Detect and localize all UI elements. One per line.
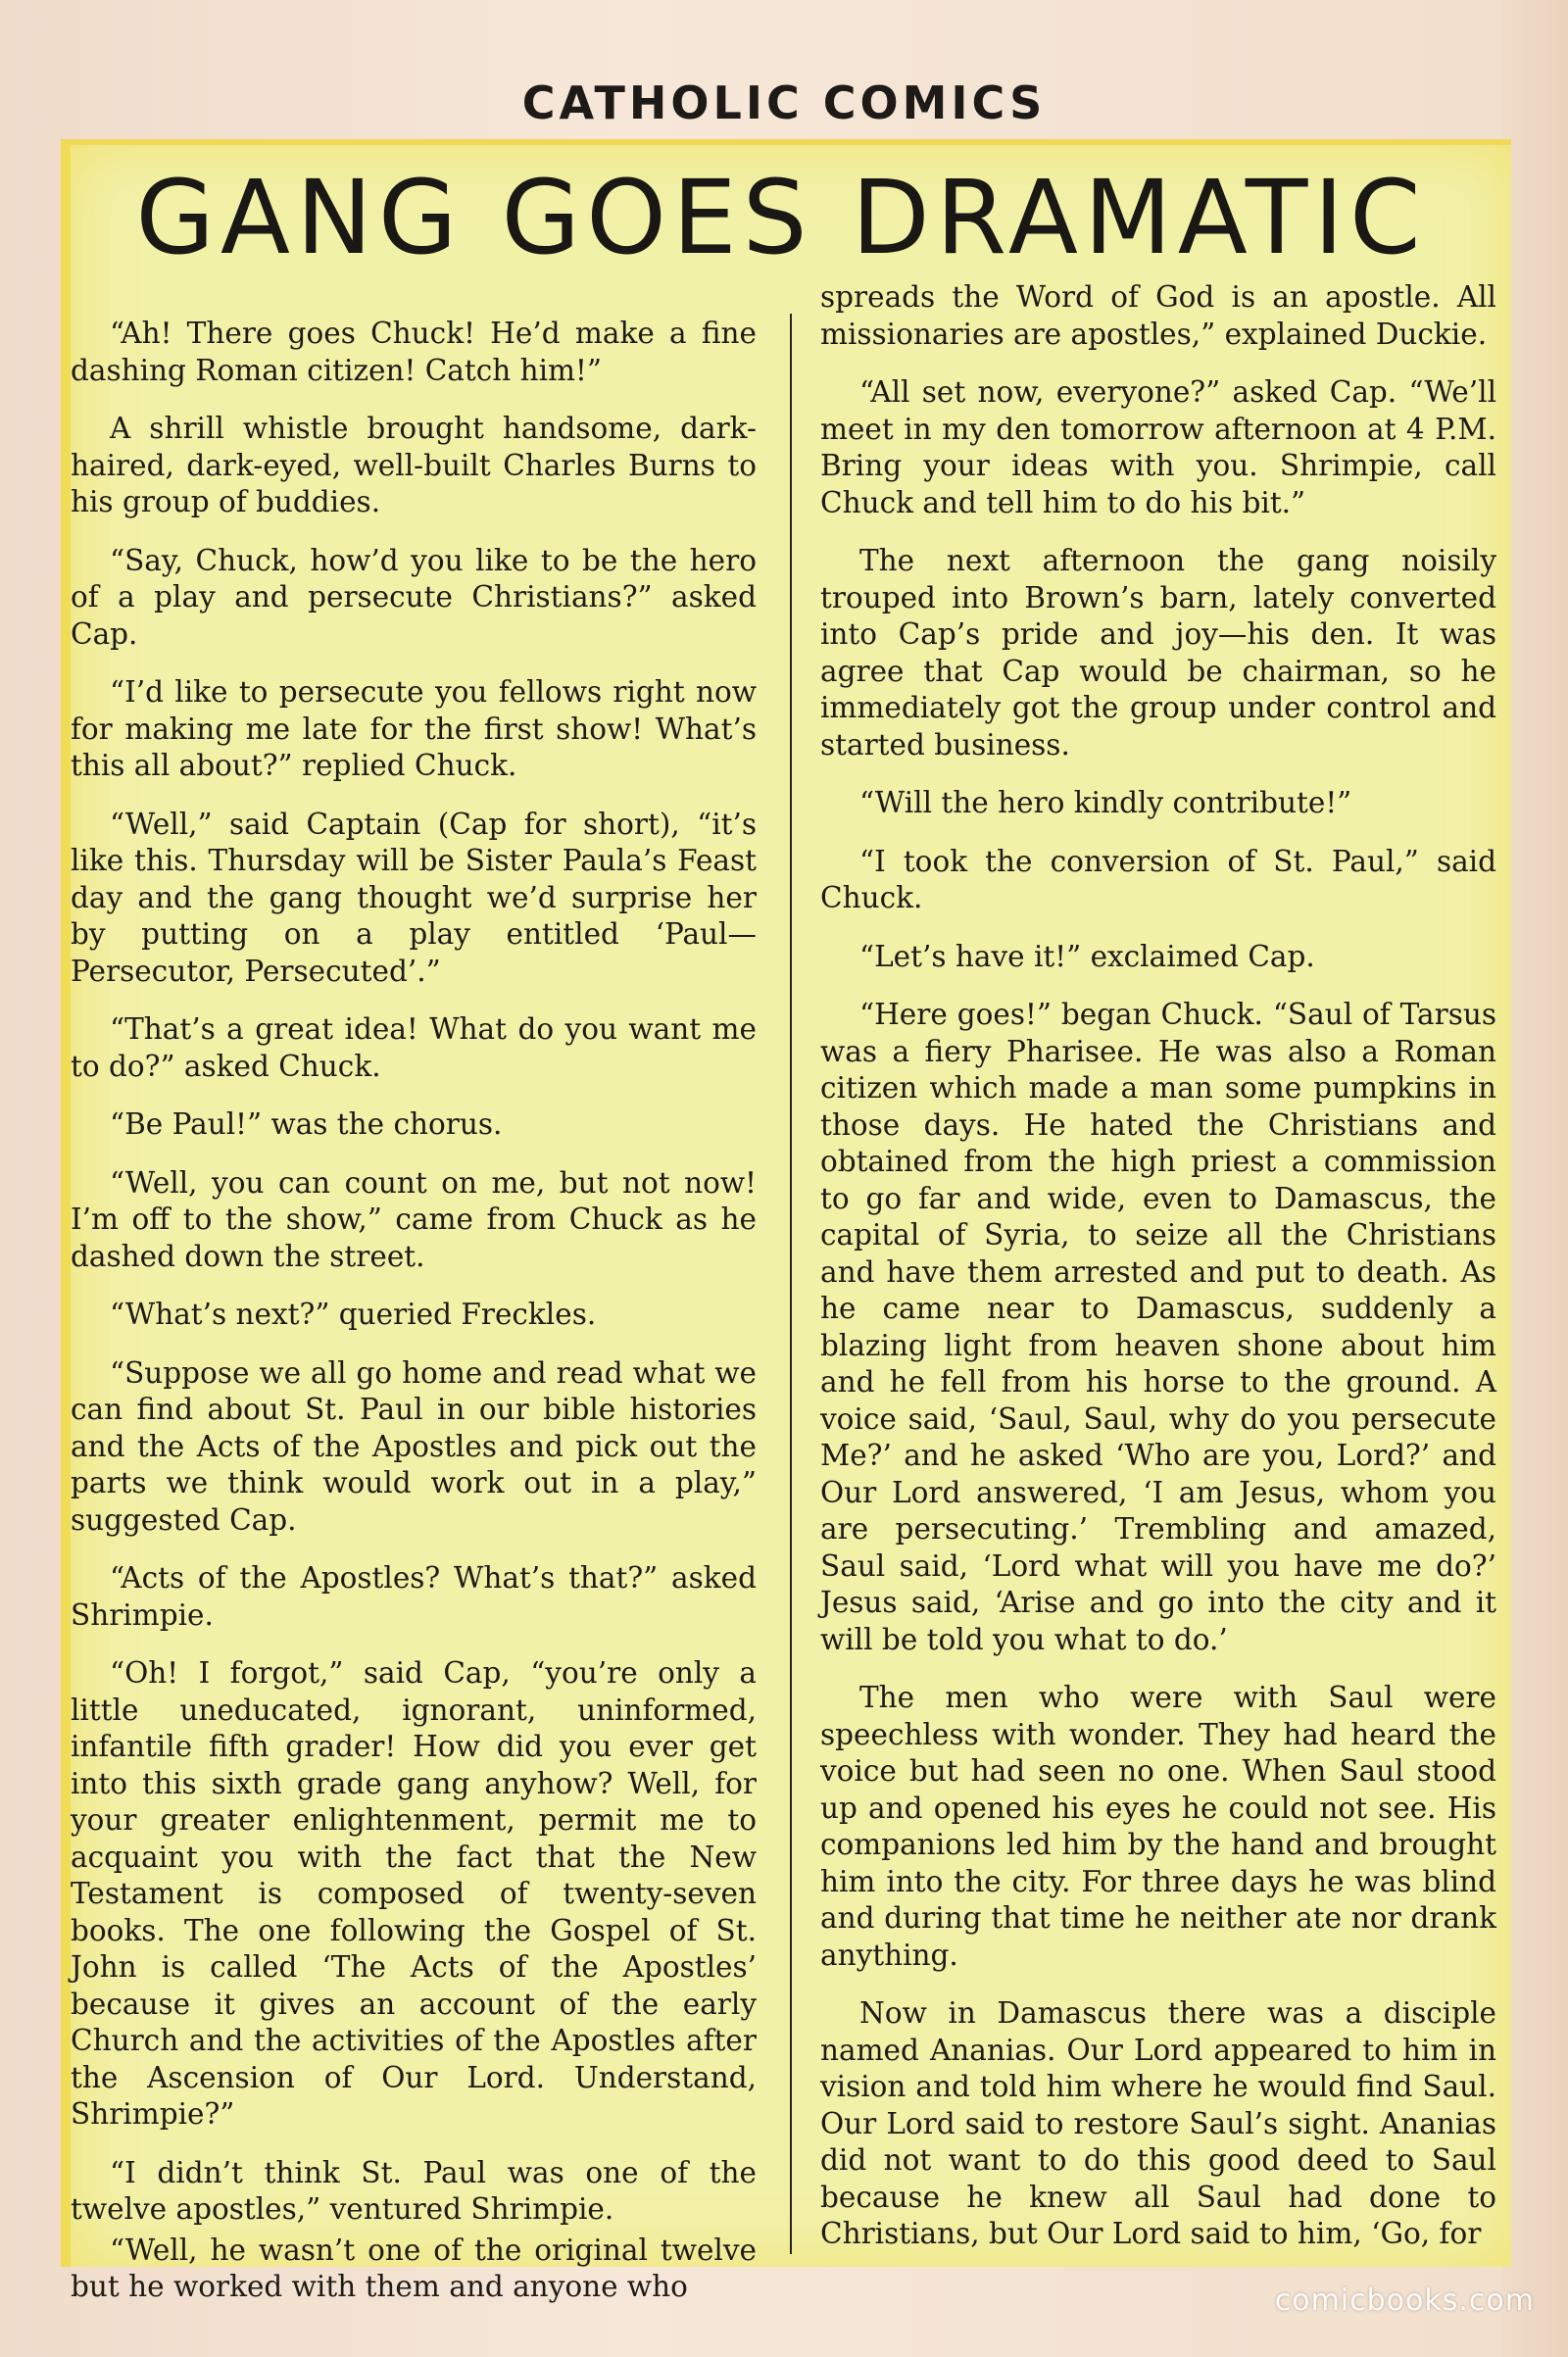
paragraph: Now in Damascus there was a disciple named Ananias. Our Lord appeared to him in vision and told him where he would find Saul. Our Lord said to restore Saul’s sight. Ananias did not want to do this good deed to Saul because he knew all Saul had done to Christians, but Our Lord said to him, ‘Go, for	[820, 1996, 1496, 2250]
paragraph: “All set now, everyone?” asked Cap. “We’ll meet in my den tomorrow afternoon at 4 P.M. Bring your ideas with you. Shrimpie, call Chuck and tell him to do his bit.”	[820, 375, 1496, 519]
paragraph: “Let’s have it!” exclaimed Cap.	[859, 939, 1315, 973]
paragraph: “Be Paul!” was the chorus.	[110, 1107, 503, 1141]
paragraph: “Acts of the Apostles? What’s that?” asked Shrimpie.	[71, 1561, 757, 1632]
right-column	[820, 279, 1496, 2275]
column-divider	[790, 314, 792, 2254]
paragraph: “Ah! There goes Chuck! He’d make a fine dashing Roman citizen! Catch him!”	[71, 317, 757, 387]
paragraph: “That’s a great idea! What do you want me to do?” asked Chuck.	[71, 1012, 757, 1083]
paragraph: The men who were with Saul were speechless with wonder. They had heard the voice but had seen no one. When Saul stood up and opened his eyes he could not see. His companions led him by the hand and brought him into the city. For three days he was blind and during that time he neither ate nor drank anything.	[820, 1681, 1496, 1972]
page-right-edge	[1501, 0, 1568, 2357]
paragraph: The next afternoon the gang noisily trouped into Brown’s barn, lately converted into Cap’s pride and joy—his den. It was agree that Cap would be chairman, so he immediately got the group under control and started business.	[820, 544, 1496, 761]
paragraph: “Suppose we all go home and read what we can find about St. Paul in our bible histories and the Acts of the Apostles and pick out the parts we think would work out in a play,” suggested Cap.	[71, 1355, 757, 1537]
paragraph: “Oh! I forgot,” said Cap, “you’re only a little uneducated, ignorant, uninformed, infantile fifth grader! How did you ever get into this sixth grade gang anyhow? Well, for your greater enlightenment, permit me to acquaint you with the fact that the New Testament is composed of twenty-seven books. The one following the Gospel of St. John is called ‘The Acts of the Apostles’ because it gives an account of the early Church and the activities of the Apostles after the Ascension of Our Lord. Understand, Shrimpie?”	[71, 1656, 757, 2131]
paragraph: “I’d like to persecute you fellows right now for making me late for the first show! What’s this all about?” replied Chuck.	[71, 675, 757, 782]
paragraph: “I didn’t think St. Paul was one of the twelve apostles,” ventured Shrimpie.	[71, 2155, 757, 2226]
left-column	[71, 316, 757, 2328]
paragraph: “What’s next?” queried Freckles.	[110, 1298, 597, 1331]
paragraph: “Well, you can count on me, but not now! I’m off to the show,” came from Chuck as he dashed down the street.	[71, 1165, 757, 1273]
paragraph: “I took the conversion of St. Paul,” said Chuck.	[820, 844, 1496, 914]
paragraph: “Well,” said Captain (Cap for short), “it’s like this. Thursday will be Sister Paula’s Feast day and the gang thought we’d surprise her by putting on a play entitled ‘Paul—Persecutor, Persecuted’.”	[71, 807, 757, 988]
publication-header: CATHOLIC COMICS	[521, 76, 1047, 129]
paragraph: “Here goes!” began Chuck. “Saul of Tarsus was a fiery Pharisee. He was also a Roman citizen which made a man some pumpkins in those days. He hated the Christians and obtained from the high priest a commission to go far and wide, even to Damascus, the capital of Syria, to seize all the Christians and have them arrested and put to death. As he came near to Damascus, suddenly a blazing light from heaven shone about him and he fell from his horse to the ground. A voice said, ‘Saul, Saul, why do you persecute Me?’ and he asked ‘Who are you, Lord?’ and Our Lord answered, ‘I am Jesus, whom you are persecuting.’ Trembling and amazed, Saul said, ‘Lord what will you have me do?’ Jesus said, ‘Arise and go into the city and it will be told you what to do.’	[820, 998, 1496, 1656]
paragraph: “Will the hero kindly contribute!”	[859, 786, 1352, 819]
paragraph: “Say, Chuck, how’d you like to be the hero of a play and persecute Christians?” asked Cap.	[71, 543, 757, 651]
paragraph: “Well, he wasn’t one of the original twelve but he worked with them and anyone who	[71, 2233, 757, 2303]
paragraph: spreads the Word of God is an apostle. All missionaries are apostles,” explained Duckie.	[820, 280, 1496, 351]
story-title: GANG GOES DRAMATIC	[135, 158, 1427, 277]
paragraph: A shrill whistle brought handsome, dark-haired, dark-eyed, well-built Charles Burns to his group of buddies.	[71, 412, 757, 518]
watermark: comicbooks.com	[1274, 2283, 1535, 2318]
